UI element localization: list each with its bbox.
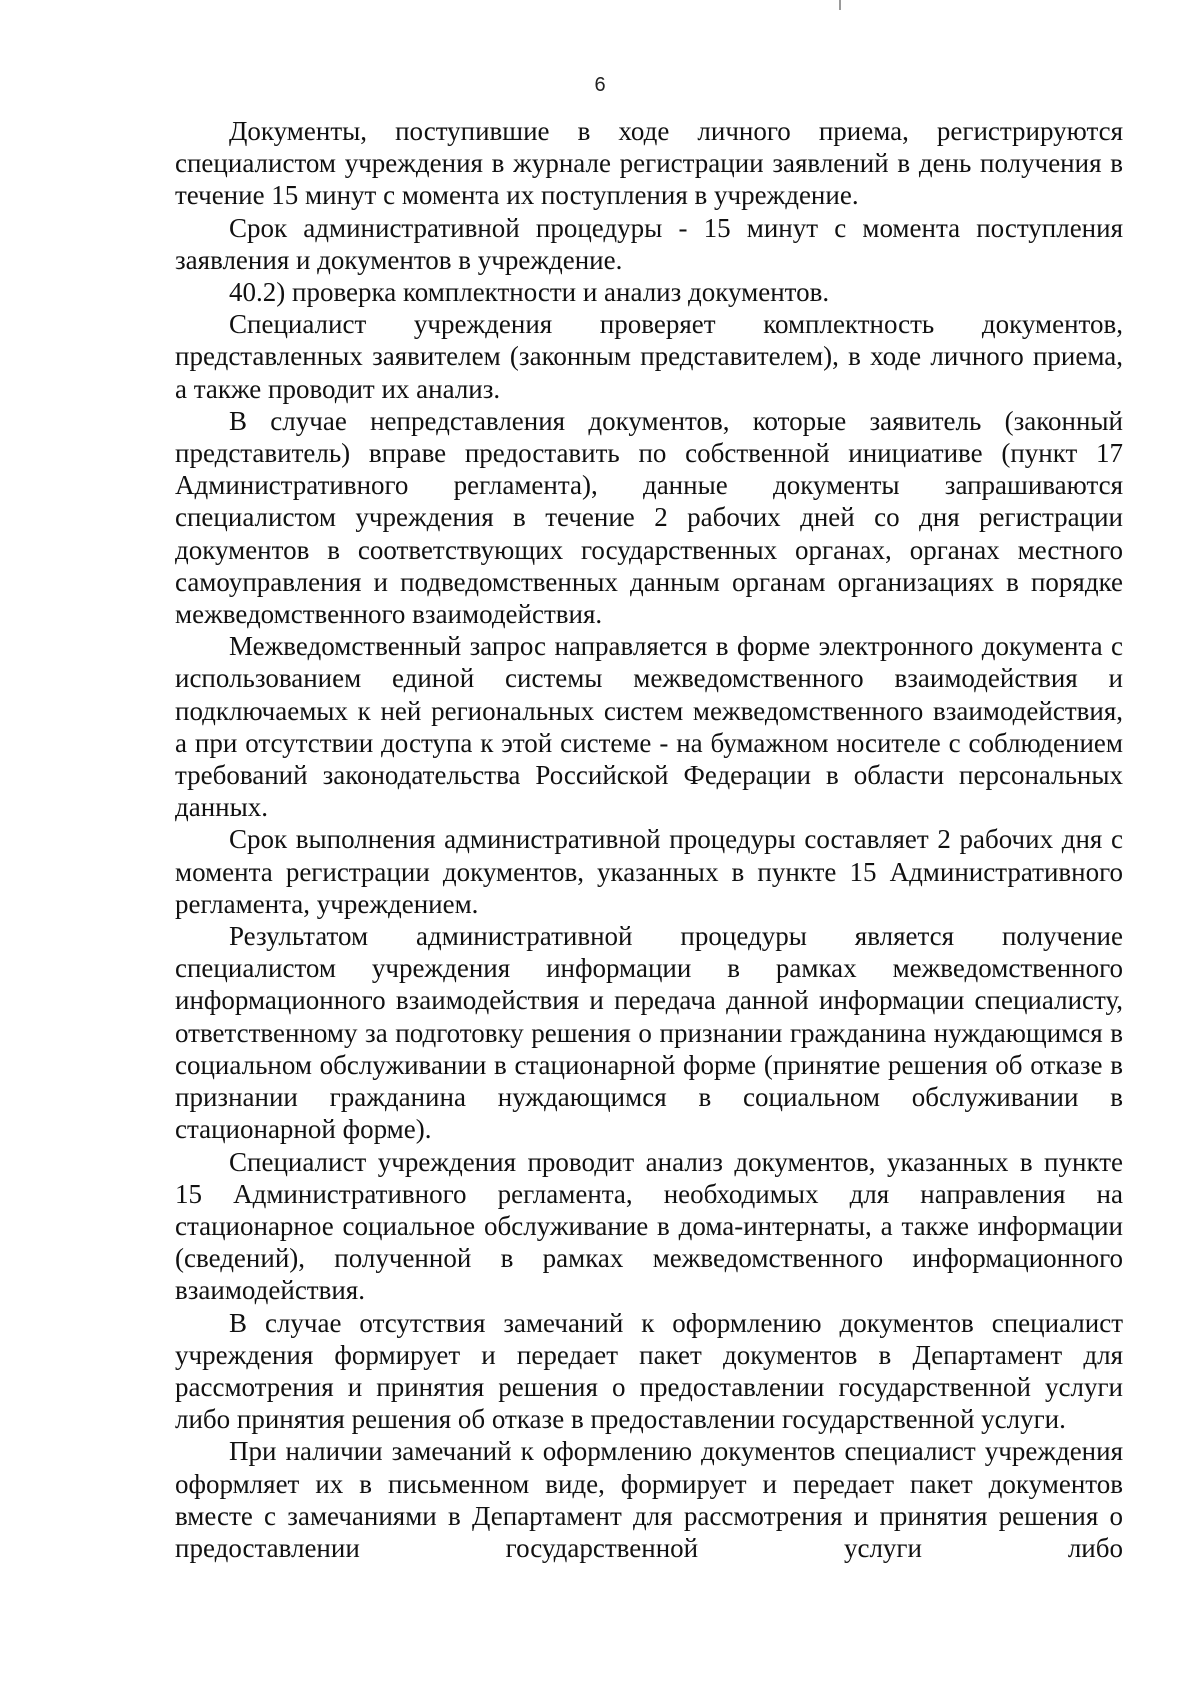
- paragraph-no-remarks: В случае отсутствия замечаний к оформлению документов специалист учреждения формирует и передает пакет документов в Департамент для рассмотрения и принятия решения о предоставлении государственной услуги либо принятия решения об отказе в предоставлении государственной услуги.: [175, 1307, 1123, 1435]
- paragraph-procedure-term: Срок административной процедуры - 15 минут с момента поступления заявления и документов в учреждение.: [175, 212, 1123, 275]
- scan-artifact-mark: [839, 0, 841, 10]
- page-number: 6: [594, 74, 606, 96]
- paragraph-procedure-result: Результатом административной процедуры является получение специалистом учреждения информации в рамках межведомственного информационного взаимодействия и передача данной информации специалисту, ответственному за подготовку решения о признании гражданина нуждающимся в социальном обслуживании в стационарной форме (принятие решения об отказе в признании гражданина нуждающимся в социальном обслуживании в стационарной форме).: [175, 921, 1123, 1145]
- paragraph-missing-documents: В случае непредставления документов, которые заявитель (законный представитель) вправе предоставить по собственной инициативе (пункт 17 Административного регламента), данные документы запрашиваются специалистом учреждения в течение 2 рабочих дней со дня регистрации документов в соответствующих государственных органах, органах местного самоуправления и подведомственных данным органам организациях в порядке межведомственного взаимодействия.: [175, 405, 1123, 630]
- paragraph-execution-term: Срок выполнения административной процедуры составляет 2 рабочих дня с момента регистрации документов, указанных в пункте 15 Административного регламента, учреждением.: [175, 824, 1123, 919]
- paragraph-with-remarks: При наличии замечаний к оформлению документов специалист учреждения оформляет их в письменном виде, формирует и передает пакет документов вместе с замечаниями в Департамент для рассмотрения и принятия решения о предоставлении государственной услуги либо: [175, 1436, 1123, 1563]
- paragraph-completeness-check: Специалист учреждения проверяет комплектность документов, представленных заявителем (законным представителем), в ходе личного приема, а также проводит их анализ.: [175, 309, 1123, 404]
- paragraph-document-analysis: Специалист учреждения проводит анализ документов, указанных в пункте 15 Административного регламента, необходимых для направления на стационарное социальное обслуживание в дома-интернаты, а также информации (сведений), полученной в рамках межведомственного информационного взаимодействия.: [175, 1146, 1123, 1306]
- paragraph-interagency-request: Межведомственный запрос направляется в форме электронного документа с использованием единой системы межведомственного взаимодействия и подключаемых к ней региональных систем межведомственного взаимодействия, а при отсутствии доступа к этой системе - на бумажном носителе с соблюдением требований законодательства Российской Федерации в области персональных данных.: [175, 631, 1123, 823]
- paragraph-registration: Документы, поступившие в ходе личного приема, регистрируются специалистом учреждения в журнале регистрации заявлений в день получения в течение 15 минут с момента их поступления в учреждение.: [175, 116, 1123, 211]
- paragraph-subsection-40-2: 40.2) проверка комплектности и анализ документов.: [229, 277, 830, 308]
- document-body: [175, 115, 1123, 1564]
